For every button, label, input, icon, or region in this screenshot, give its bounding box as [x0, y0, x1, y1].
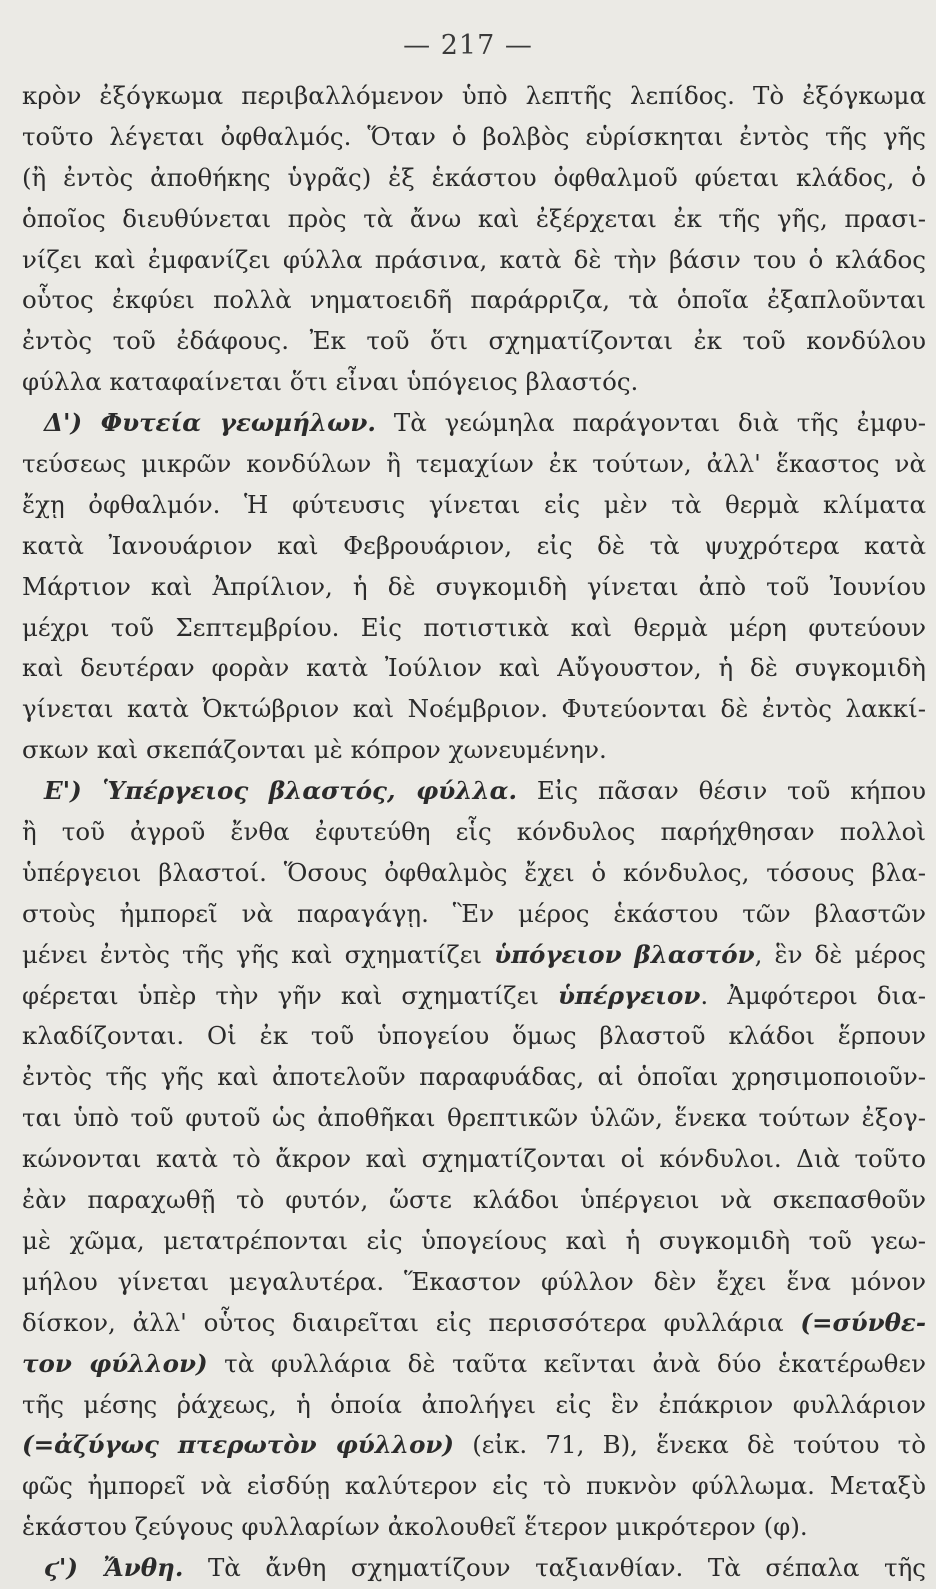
text-segment: τὰ φυλλάρια δὲ ταῦτα κεῖνται ἀνὰ δύο ἑκατέρωθεν: [207, 1348, 926, 1378]
text-line: [22, 1180, 926, 1221]
text-line: [22, 1057, 926, 1098]
text-segment: . Ἀμφότεροι δια-: [700, 980, 926, 1010]
text-segment: φῶς ἠμπορεῖ νὰ εἰσδύῃ καλύτερον εἰς τὸ πυκνὸν φύλλωμα. Μεταξὺ: [22, 1471, 926, 1501]
text-line: [22, 485, 926, 526]
text-line: [22, 730, 926, 771]
text-segment: Τὰ γεώμηλα παράγονται διὰ τῆς ἐμφυ-: [375, 408, 926, 438]
text-segment: σκων καὶ σκεπάζονται μὲ κόπρον χωνευμένην.: [22, 735, 607, 765]
text-line: [22, 1385, 926, 1426]
text-line: [22, 362, 926, 403]
text-line: [22, 853, 926, 894]
emphasized-term: (=σύνθε-: [800, 1307, 926, 1337]
text-segment: νίζει καὶ ἐμφανίζει φύλλα πράσινα, κατὰ δὲ τὴν βάσιν του ὁ κλάδος: [22, 244, 926, 274]
text-line: [22, 1466, 926, 1507]
page-number: — 217 —: [403, 30, 533, 61]
section-heading: Ε') Ὑπέργειος βλαστός, φύλλα.: [44, 776, 518, 806]
text-segment: κλαδίζονται. Οἱ ἐκ τοῦ ὑπογείου ὅμως βλαστοῦ κλάδοι ἕρπουν: [22, 1021, 926, 1051]
text-segment: ται ὑπὸ τοῦ φυτοῦ ὡς ἀποθῆκαι θρεπτικῶν ὑλῶν, ἕνεκα τούτων ἐξογ-: [22, 1103, 926, 1133]
text-line: [22, 1548, 926, 1589]
text-segment: ἐντὸς τῆς γῆς καὶ ἀποτελοῦν παραφυάδας, αἱ ὁποῖαι χρησιμοποιοῦν-: [22, 1062, 926, 1092]
text-segment: οὗτος ἐκφύει πολλὰ νηματοειδῆ παράρριζα, τὰ ὁποῖα ἐξαπλοῦνται: [22, 285, 926, 315]
text-line: [22, 1139, 926, 1180]
text-segment: φύλλα καταφαίνεται ὅτι εἶναι ὑπόγειος βλαστός.: [22, 367, 639, 397]
text-line: [22, 1098, 926, 1139]
text-line: [22, 117, 926, 158]
text-segment: γίνεται κατὰ Ὀκτώβριον καὶ Νοέμβριον. Φυτεύονται δὲ ἐντὸς λακκί-: [22, 694, 926, 724]
section-heading: ϛ') Ἄνθη.: [44, 1553, 184, 1583]
text-segment: ὑπέργειοι βλαστοί. Ὅσους ὀφθαλμὸς ἔχει ὁ κόνδυλος, τόσους βλα-: [22, 857, 926, 887]
text-segment: τοῦτο λέγεται ὀφθαλμός. Ὅταν ὁ βολβὸς εὑρίσκηται ἐντὸς τῆς γῆς: [22, 121, 926, 151]
text-segment: καὶ δευτέραν φορὰν κατὰ Ἰούλιον καὶ Αὔγουστον, ἡ δὲ συγκομιδὴ: [22, 653, 926, 683]
text-segment: ἑκάστου ζεύγους φυλλαρίων ἀκολουθεῖ ἕτερον μικρότερον (φ).: [22, 1512, 808, 1542]
text-line: [22, 1425, 926, 1466]
section-heading: Δ') Φυτεία γεωμήλων.: [44, 408, 376, 438]
text-segment: (ἢ ἐντὸς ἀποθήκης ὑγρᾶς) ἐξ ἑκάστου ὀφθαλμοῦ φύεται κλάδος, ὁ: [22, 162, 926, 192]
text-segment: Εἰς πᾶσαν θέσιν τοῦ κήπου: [517, 776, 926, 806]
text-line: [22, 894, 926, 935]
text-segment: τεύσεως μικρῶν κονδύλων ἢ τεμαχίων ἐκ τούτων, ἀλλ' ἕκαστος νὰ: [22, 449, 926, 479]
text-line: [22, 1303, 926, 1344]
emphasized-term: (=ἀζύγως πτερωτὸν φύλλον): [22, 1430, 455, 1460]
text-line: [22, 444, 926, 485]
text-line: [22, 1221, 926, 1262]
text-line: [22, 608, 926, 649]
emphasized-term: τον φύλλον): [22, 1348, 208, 1378]
text-segment: Μάρτιον καὶ Ἀπρίλιον, ἡ δὲ συγκομιδὴ γίνεται ἀπὸ τοῦ Ἰουνίου: [22, 571, 926, 601]
text-line: [22, 158, 926, 199]
text-line: [22, 321, 926, 362]
text-line: [22, 1344, 926, 1385]
text-line: [22, 199, 926, 240]
body-text: [22, 76, 926, 1589]
text-segment: στοὺς ἠμπορεῖ νὰ παραγάγῃ. Ἓν μέρος ἑκάστου τῶν βλαστῶν: [22, 898, 926, 928]
text-segment: δίσκον, ἀλλ' οὗτος διαιρεῖται εἰς περισσότερα φυλλάρια: [22, 1307, 801, 1337]
emphasized-term: ὑπόγειον βλαστόν: [494, 939, 755, 969]
text-segment: κρὸν ἐξόγκωμα περιβαλλόμενον ὑπὸ λεπτῆς λεπίδος. Τὸ ἐξόγκωμα: [22, 81, 926, 110]
text-segment: , ἓν δὲ μέρος: [754, 939, 926, 969]
text-segment: Τὰ ἄνθη σχηματίζουν ταξιανθίαν. Τὰ σέπαλα τῆς: [183, 1553, 926, 1583]
text-segment: μήλου γίνεται μεγαλυτέρα. Ἕκαστον φύλλον δὲν ἔχει ἕνα μόνον: [22, 1266, 926, 1296]
text-segment: μέχρι τοῦ Σεπτεμβρίου. Εἰς ποτιστικὰ καὶ θερμὰ μέρη φυτεύουν: [22, 612, 926, 642]
text-segment: κατὰ Ἰανουάριον καὶ Φεβρουάριον, εἰς δὲ τὰ ψυχρότερα κατὰ: [22, 530, 926, 560]
text-line: [22, 935, 926, 976]
text-segment: μὲ χῶμα, μετατρέπονται εἰς ὑπογείους καὶ ἡ συγκομιδὴ τοῦ γεω-: [22, 1225, 926, 1255]
text-segment: ἐὰν παραχωθῇ τὸ φυτόν, ὥστε κλάδοι ὑπέργειοι νὰ σκεπασθοῦν: [22, 1185, 926, 1215]
text-line: [22, 280, 926, 321]
text-segment: κώνονται κατὰ τὸ ἄκρον καὶ σχηματίζονται οἱ κόνδυλοι. Διὰ τοῦτο: [22, 1144, 926, 1174]
text-line: [22, 771, 926, 812]
text-segment: ἔχῃ ὀφθαλμόν. Ἡ φύτευσις γίνεται εἰς μὲν τὰ θερμὰ κλίματα: [22, 489, 926, 519]
text-segment: τῆς μέσης ῥάχεως, ἡ ὁποία ἀπολήγει εἰς ἓν ἐπάκριον φυλλάριον: [22, 1389, 926, 1419]
text-line: [22, 648, 926, 689]
text-segment: ἢ τοῦ ἀγροῦ ἔνθα ἐφυτεύθη εἷς κόνδυλος παρήχθησαν πολλοὶ: [22, 817, 926, 847]
text-line: [22, 812, 926, 853]
text-segment: (εἰκ. 71, Β), ἕνεκα δὲ τούτου τὸ: [454, 1430, 926, 1460]
text-line: [22, 567, 926, 608]
text-segment: φέρεται ὑπὲρ τὴν γῆν καὶ σχηματίζει: [22, 980, 558, 1010]
text-line: [22, 1262, 926, 1303]
text-line: [22, 240, 926, 281]
text-segment: μένει ἐντὸς τῆς γῆς καὶ σχηματίζει: [22, 939, 495, 969]
text-line: [22, 689, 926, 730]
emphasized-term: ὑπέργειον: [557, 980, 701, 1010]
text-segment: ὁποῖος διευθύνεται πρὸς τὰ ἄνω καὶ ἐξέρχεται ἐκ τῆς γῆς, πρασι-: [22, 203, 926, 233]
text-line: [22, 1016, 926, 1057]
text-line: [22, 403, 926, 444]
text-line: [22, 76, 926, 117]
text-line: [22, 1507, 926, 1548]
text-line: [22, 526, 926, 567]
text-line: [22, 976, 926, 1017]
text-segment: ἐντὸς τοῦ ἐδάφους. Ἐκ τοῦ ὅτι σχηματίζονται ἐκ τοῦ κονδύλου: [22, 326, 926, 356]
